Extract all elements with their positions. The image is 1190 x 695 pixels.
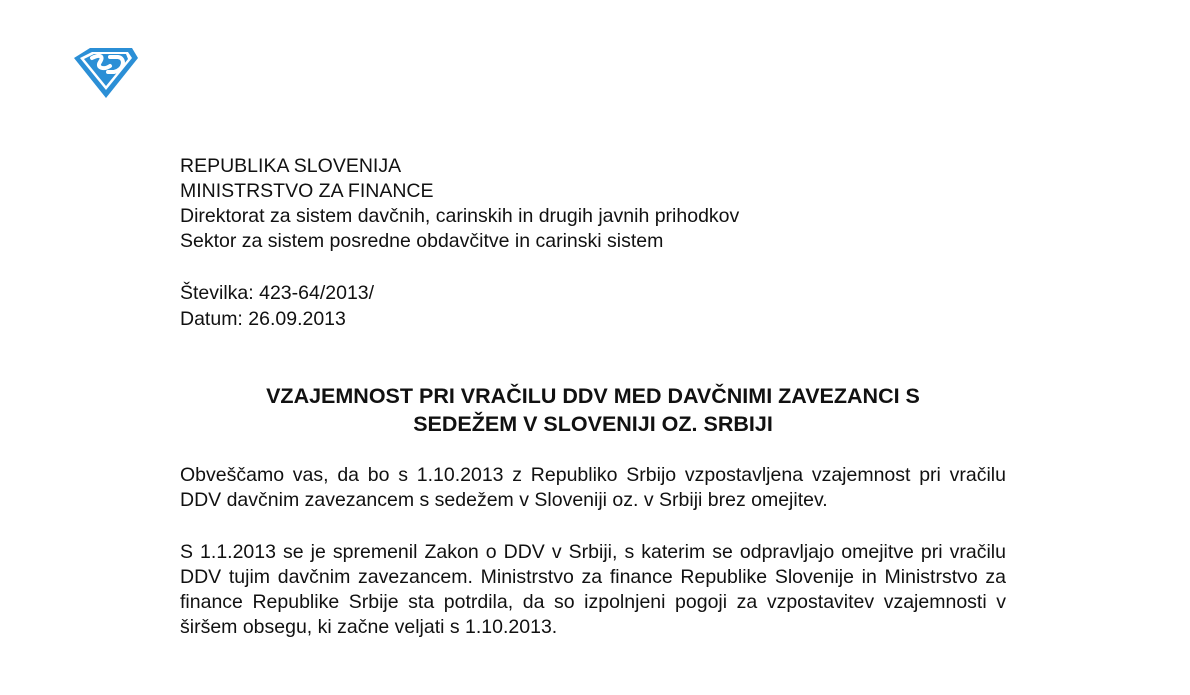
header-line-sector: Sektor za sistem posredne obdavčitve in carinski sistem	[180, 230, 664, 252]
document-reference	[180, 280, 374, 332]
ministry-header	[180, 154, 739, 254]
header-line-ministry: MINISTRSTVO ZA FINANCE	[180, 180, 434, 202]
document-title	[180, 382, 1006, 438]
document-number: Številka: 423-64/2013/	[180, 282, 375, 304]
paragraph-announcement: Obveščamo vas, da bo s 1.10.2013 z Republiko Srbijo vzpostavljena vzajemnost pri vračilu DDV davčnim zavezancem s sedežem v Sloveniji oz. v Srbiji brez omejitev.	[180, 464, 1006, 511]
header-line-directorate: Direktorat za sistem davčnih, carinskih in drugih javnih prihodkov	[180, 205, 740, 227]
title-line-1: VZAJEMNOST PRI VRAČILU DDV MED DAVČNIMI ZAVEZANCI S	[266, 384, 920, 408]
document-date: Datum: 26.09.2013	[180, 308, 346, 330]
title-line-2: SEDEŽEM V SLOVENIJI OZ. SRBIJI	[413, 412, 773, 436]
sd-shield-logo-icon	[70, 44, 142, 100]
paragraph-law-change: S 1.1.2013 se je spremenil Zakon o DDV v Srbiji, s katerim se odpravljajo omejitve pri vračilu DDV tujim davčnim zavezancem. Ministrstvo za finance Republike Slovenije in Ministrstvo za finance Republike Srbije sta potrdila, da so izpolnjeni pogoji za vzpostavitev vzajemnosti v širšem obsegu, ki začne veljati s 1.10.2013.	[180, 541, 1006, 638]
header-line-republic: REPUBLIKA SLOVENIJA	[180, 155, 402, 177]
